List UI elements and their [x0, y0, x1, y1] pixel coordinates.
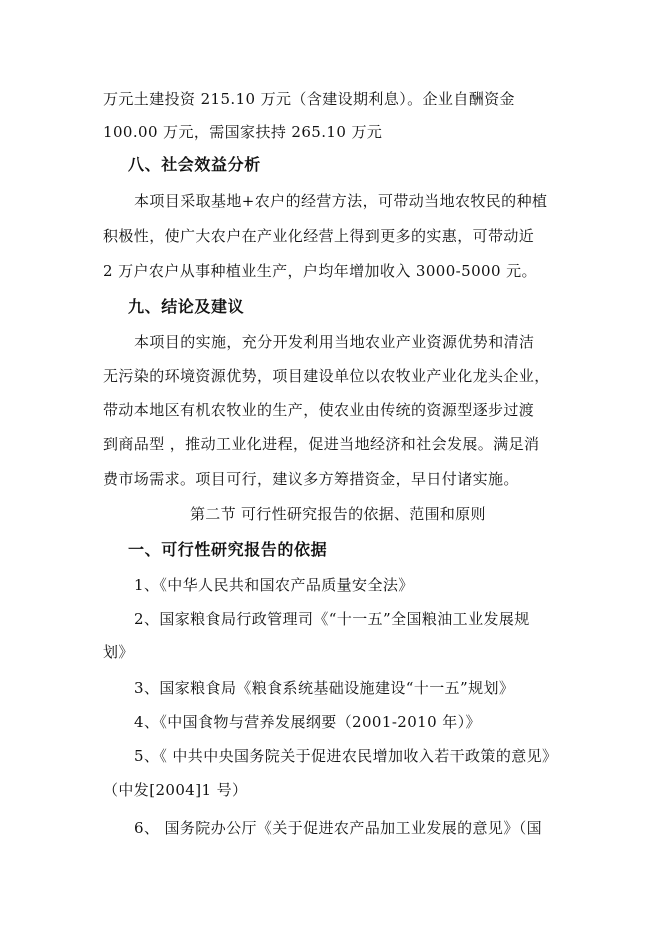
list-item: 2、国家粮食局行政管理司《“十一五”全国粮油工业发展规: [134, 610, 530, 628]
list-item: 5、《 中共中央国务院关于促进农民增加收入若干政策的意见》: [134, 747, 558, 765]
list-item: 1、《中华人民共和国农产品质量安全法》: [134, 576, 414, 594]
paragraph-line: 本项目采取基地+农户的经营方法，可带动当地农牧民的种植: [134, 192, 548, 210]
list-item: 6、 国务院办公厅《关于促进农产品加工业发展的意见》（国: [134, 819, 543, 837]
paragraph-line: 本项目的实施，充分开发利用当地农业产业资源优势和清洁: [134, 333, 535, 351]
section-heading-conclusion: 九、结论及建议: [128, 297, 245, 316]
paragraph-line: 无污染的环境资源优势，项目建设单位以农牧业产业化龙头企业，: [103, 367, 550, 385]
paragraph-line: 带动本地区有机农牧业的生产，使农业由传统的资源型逐步过渡: [103, 401, 535, 419]
paragraph-line: 万元土建投资 215.10 万元（含建设期利息）。企业自酬资金: [103, 90, 515, 108]
section-heading-social-benefit: 八、社会效益分析: [128, 155, 261, 174]
paragraph-line: 积极性，使广大农户在产业化经营上得到更多的实惠，可带动近: [103, 227, 535, 245]
list-item: 4、《中国食物与营养发展纲要（2001-2010 年）》: [134, 713, 481, 731]
paragraph-line: 费市场需求。项目可行，建议多方筹措资金，早日付诸实施。: [103, 470, 519, 488]
list-item-continuation: （中发[2004]1 号）: [103, 781, 248, 799]
section-heading-report-basis: 一、可行性研究报告的依据: [128, 540, 328, 559]
paragraph-line: 100.00 万元，需国家扶持 265.10 万元: [103, 123, 383, 141]
list-item-continuation: 划》: [103, 643, 134, 661]
paragraph-line: 到商品型 ，推动工业化进程，促进当地经济和社会发展。满足消: [103, 435, 540, 453]
paragraph-line: 2 万户农户从事种植业生产，户均年增加收入 3000-5000 元。: [103, 262, 537, 280]
section-title-basis-scope-principles: 第二节 可行性研究报告的依据、范围和原则: [190, 505, 486, 523]
list-item: 3、国家粮食局《粮食系统基础设施建设“十一五”规划》: [134, 679, 515, 697]
